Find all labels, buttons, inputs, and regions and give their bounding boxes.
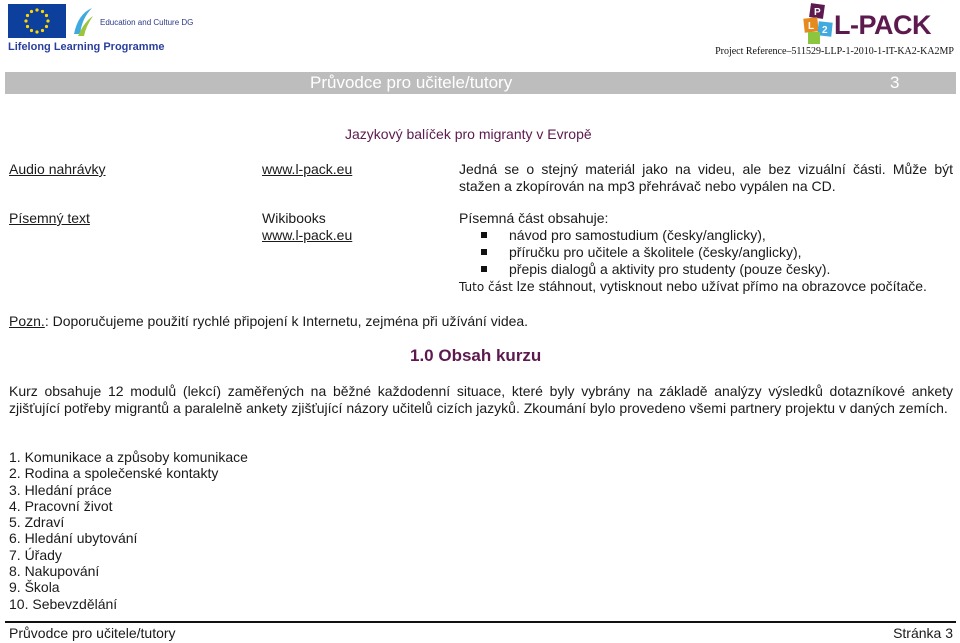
row-type-audio [9, 161, 106, 178]
section-heading: 1.0 Obsah kurzu [410, 346, 542, 365]
row-description-written [459, 210, 953, 296]
footer-title: Průvodce pro učitele/tutory [9, 625, 176, 641]
list-item: příručku pro učitele a školitele (česky/anglicky), [459, 244, 953, 261]
download-note-text: lze stáhnout, vytisknout nebo užívat přímo na obrazovce počítače. [512, 278, 927, 294]
note [9, 313, 528, 330]
wikibooks-label: Wikibooks [262, 210, 326, 226]
logo-letter-2: 2 [822, 25, 828, 36]
list-item: přepis dialogů a aktivity pro studenty (pouze česky). [459, 261, 953, 278]
row-source-written [262, 210, 352, 244]
footer-divider [5, 621, 956, 623]
header-page-number: 3 [890, 73, 900, 92]
audio-type-label: Audio nahrávky [9, 161, 106, 177]
row-type-written [9, 210, 90, 227]
list-item: 6. Hledání ubytování [9, 530, 138, 547]
note-text: : Doporučujeme použití rychlé připojení k Internetu, zejména při užívání videa. [44, 313, 529, 329]
l-pack-link[interactable]: www.l-pack.eu [262, 161, 353, 177]
row-description-audio: Jedná se o stejný materiál jako na videu, ale bez vizuální části. Může být stažen a zkopírován na mp3 přehrávač nebo vypálen na CD. [459, 161, 953, 194]
written-type-label: Písemný text [9, 210, 90, 226]
list-item: návod pro samostudium (česky/anglicky), [459, 227, 953, 244]
list-item: 1. Komunikace a způsoby komunikace [9, 449, 248, 465]
download-note-prefix: Tuto část [459, 280, 513, 294]
l-pack-link[interactable]: www.l-pack.eu [262, 227, 353, 243]
list-item: 7. Úřady [9, 546, 62, 563]
logo-letter-p: P [814, 7, 821, 18]
l-pack-wordmark: L-PACK [834, 10, 931, 40]
list-item: 5. Zdraví [9, 514, 65, 531]
list-item: 8. Nakupování [9, 563, 100, 580]
course-paragraph: Kurz obsahuje 12 modulů (lekcí) zaměřených na běžné každodenní situace, které byly vybrány na základě analýzy výsledků dotazníkové ankety zjišťující potřeby migrantů a paralelně ankety zjišťující názory učitelů cizích jazyků. Zkoumání bylo provedeno všemi partnery projektu v daných zemích. [9, 383, 953, 416]
lifelong-learning-logo [0, 0, 194, 58]
module-list [9, 449, 248, 612]
footer-page-number: Stránka 3 [893, 625, 953, 641]
download-note [459, 278, 953, 296]
list-item: 2. Rodina a společenské kontakty [9, 465, 219, 482]
list-item: 10. Sebevzdělání [9, 595, 118, 612]
dg-label: Education and Culture DG [100, 18, 194, 27]
document-subtitle: Jazykový balíček pro migranty v Evropě [345, 126, 592, 142]
swoosh-icon [72, 4, 94, 38]
list-item: 3. Hledání práce [9, 481, 112, 498]
note-label: Pozn. [9, 313, 45, 329]
list-item: 4. Pracovní život [9, 497, 113, 514]
list-item: 9. Škola [9, 579, 60, 596]
l-pack-logo [802, 2, 942, 46]
program-label: Lifelong Learning Programme [8, 41, 165, 53]
row-source-audio [262, 161, 352, 178]
page-title: Průvodce pro učitele/tutory [310, 73, 513, 92]
project-reference: Project Reference–511529-LLP-1-2010-1-IT-KA2-KA2MP [715, 46, 954, 57]
written-intro: Písemná část obsahuje: [459, 210, 609, 226]
eu-flag-icon [8, 4, 66, 38]
logo-letter-l: L [808, 21, 815, 32]
